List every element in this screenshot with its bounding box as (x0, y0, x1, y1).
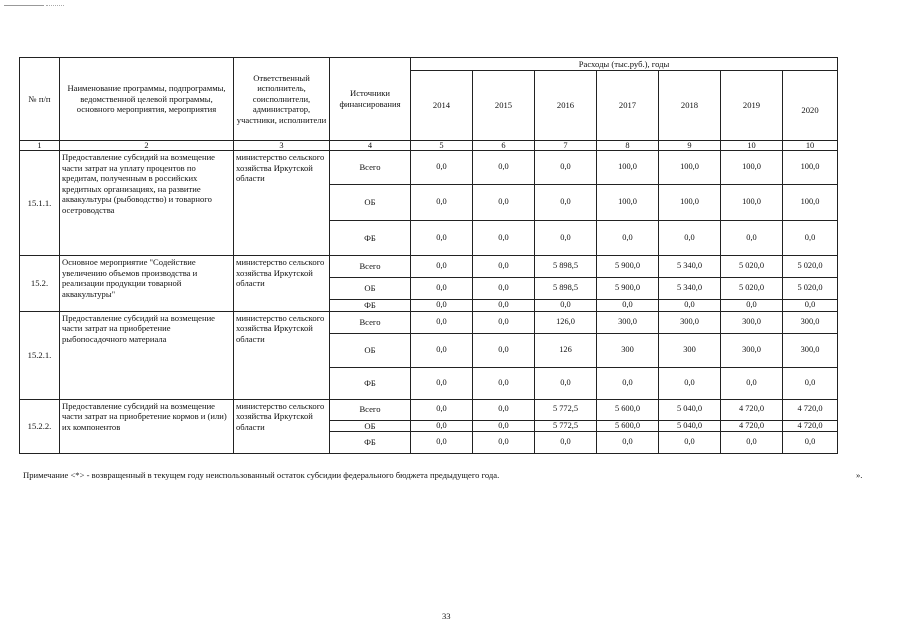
amount-cell: 100,0 (659, 185, 721, 221)
item-name: Основное мероприятие "Содействие увеличению объемов производства и реализации продукции товарной аквакультуры" (60, 256, 234, 312)
column-index-cell: 10 (783, 141, 838, 151)
amount-cell: 5 020,0 (783, 256, 838, 278)
header-year: 2015 (473, 71, 535, 141)
table-row (20, 311, 838, 333)
amount-cell: 5 020,0 (783, 278, 838, 300)
amount-cell: 5 600,0 (597, 399, 659, 420)
amount-cell: 0,0 (659, 221, 721, 256)
amount-cell: 0,0 (597, 221, 659, 256)
funding-source: ОБ (330, 185, 411, 221)
funding-source: ФБ (330, 300, 411, 312)
amount-cell: 5 772,5 (535, 399, 597, 420)
amount-cell: 0,0 (473, 278, 535, 300)
amount-cell: 5 040,0 (659, 420, 721, 432)
scan-artifact-line (4, 5, 44, 6)
amount-cell: 0,0 (411, 367, 473, 399)
amount-cell: 0,0 (473, 185, 535, 221)
column-index-cell: 3 (234, 141, 330, 151)
amount-cell: 0,0 (473, 333, 535, 367)
item-executor: министерство сельского хозяйства Иркутской области (234, 151, 330, 256)
amount-cell: 300,0 (783, 333, 838, 367)
amount-cell: 0,0 (473, 311, 535, 333)
amount-cell: 0,0 (473, 420, 535, 432)
header-year: 2017 (597, 71, 659, 141)
amount-cell: 5 898,5 (535, 278, 597, 300)
amount-cell: 0,0 (411, 399, 473, 420)
amount-cell: 100,0 (659, 151, 721, 185)
amount-cell: 5 040,0 (659, 399, 721, 420)
amount-cell: 0,0 (597, 432, 659, 454)
amount-cell: 0,0 (411, 278, 473, 300)
item-number: 15.2.1. (20, 311, 60, 399)
amount-cell: 0,0 (535, 300, 597, 312)
amount-cell: 4 720,0 (721, 399, 783, 420)
amount-cell: 0,0 (659, 300, 721, 312)
funding-source: Всего (330, 151, 411, 185)
funding-source: Всего (330, 311, 411, 333)
amount-cell: 0,0 (473, 399, 535, 420)
amount-cell: 0,0 (411, 256, 473, 278)
column-index-cell: 5 (411, 141, 473, 151)
amount-cell: 5 772,5 (535, 420, 597, 432)
amount-cell: 300,0 (721, 333, 783, 367)
amount-cell: 100,0 (597, 151, 659, 185)
item-executor: министерство сельского хозяйства Иркутской области (234, 399, 330, 454)
amount-cell: 0,0 (783, 367, 838, 399)
amount-cell: 100,0 (721, 185, 783, 221)
amount-cell: 0,0 (535, 185, 597, 221)
amount-cell: 5 020,0 (721, 278, 783, 300)
amount-cell: 0,0 (597, 367, 659, 399)
amount-cell: 0,0 (473, 367, 535, 399)
table-row (20, 399, 838, 420)
amount-cell: 0,0 (473, 151, 535, 185)
amount-cell: 5 340,0 (659, 256, 721, 278)
column-index-cell: 4 (330, 141, 411, 151)
amount-cell: 0,0 (535, 221, 597, 256)
amount-cell: 0,0 (473, 256, 535, 278)
amount-cell: 0,0 (411, 311, 473, 333)
page-number: 33 (442, 611, 451, 621)
header-year: 2018 (659, 71, 721, 141)
amount-cell: 0,0 (783, 432, 838, 454)
item-number: 15.1.1. (20, 151, 60, 256)
header-executor: Ответственный исполнитель, соисполнители, администратор, участники, исполнители (234, 58, 330, 141)
amount-cell: 5 900,0 (597, 256, 659, 278)
amount-cell: 300 (659, 333, 721, 367)
amount-cell: 300,0 (783, 311, 838, 333)
amount-cell: 5 900,0 (597, 278, 659, 300)
column-index-cell: 2 (60, 141, 234, 151)
amount-cell: 4 720,0 (783, 420, 838, 432)
funding-source: ФБ (330, 221, 411, 256)
footnote: Примечание <*> - возвращенный в текущем году неиспользованный остаток субсидии федерального бюджета предыдущего года. (23, 470, 500, 480)
header-year: 2019 (721, 71, 783, 141)
amount-cell: 0,0 (721, 221, 783, 256)
amount-cell: 0,0 (535, 432, 597, 454)
amount-cell: 0,0 (783, 221, 838, 256)
column-index-cell: 6 (473, 141, 535, 151)
amount-cell: 0,0 (659, 432, 721, 454)
column-index-cell: 9 (659, 141, 721, 151)
amount-cell: 126 (535, 333, 597, 367)
amount-cell: 0,0 (411, 221, 473, 256)
amount-cell: 0,0 (473, 432, 535, 454)
funding-source: ОБ (330, 420, 411, 432)
amount-cell: 4 720,0 (721, 420, 783, 432)
amount-cell: 300,0 (721, 311, 783, 333)
amount-cell: 0,0 (411, 420, 473, 432)
funding-source: Всего (330, 399, 411, 420)
amount-cell: 300,0 (597, 311, 659, 333)
header-expenses: Расходы (тыс.руб.), годы (411, 58, 838, 71)
budget-table (19, 57, 838, 454)
header-name: Наименование программы, подпрограммы, ведомственной целевой программы, основного мероприятия, мероприятия (60, 58, 234, 141)
amount-cell: 5 020,0 (721, 256, 783, 278)
amount-cell: 5 340,0 (659, 278, 721, 300)
item-number: 15.2.2. (20, 399, 60, 454)
amount-cell: 100,0 (783, 151, 838, 185)
item-executor: министерство сельского хозяйства Иркутской области (234, 256, 330, 312)
amount-cell: 0,0 (411, 333, 473, 367)
amount-cell: 300 (597, 333, 659, 367)
funding-source: ОБ (330, 278, 411, 300)
column-index-row (20, 141, 838, 151)
funding-source: ФБ (330, 367, 411, 399)
item-name: Предоставление субсидий на возмещение части затрат на уплату процентов по кредитам, полученным в российских кредитных организациях, на развитие аквакультуры (рыбоводство) и товарного осетроводства (60, 151, 234, 256)
column-index-cell: 1 (20, 141, 60, 151)
table-row (20, 256, 838, 278)
table-row (20, 151, 838, 185)
column-index-cell: 7 (535, 141, 597, 151)
amount-cell: 0,0 (473, 221, 535, 256)
scan-artifact-dots (46, 5, 64, 6)
amount-cell: 100,0 (721, 151, 783, 185)
funding-source: Всего (330, 256, 411, 278)
item-name: Предоставление субсидий на возмещение части затрат на приобретение рыбопосадочного материала (60, 311, 234, 399)
amount-cell: 4 720,0 (783, 399, 838, 420)
amount-cell: 5 898,5 (535, 256, 597, 278)
header-sources: Источники финансирования (330, 58, 411, 141)
amount-cell: 0,0 (659, 367, 721, 399)
funding-source: ФБ (330, 432, 411, 454)
amount-cell: 300,0 (659, 311, 721, 333)
amount-cell: 126,0 (535, 311, 597, 333)
amount-cell: 0,0 (597, 300, 659, 312)
amount-cell: 0,0 (721, 367, 783, 399)
header-year: 2014 (411, 71, 473, 141)
closing-mark: ». (856, 470, 863, 480)
amount-cell: 0,0 (473, 300, 535, 312)
item-name: Предоставление субсидий на возмещение части затрат на приобретение кормов и (или) их компонентов (60, 399, 234, 454)
funding-source: ОБ (330, 333, 411, 367)
amount-cell: 0,0 (411, 432, 473, 454)
item-number: 15.2. (20, 256, 60, 312)
amount-cell: 100,0 (597, 185, 659, 221)
amount-cell: 0,0 (411, 300, 473, 312)
header-year: 2020 (783, 71, 838, 141)
column-index-cell: 10 (721, 141, 783, 151)
header-year: 2016 (535, 71, 597, 141)
amount-cell: 100,0 (783, 185, 838, 221)
amount-cell: 0,0 (411, 185, 473, 221)
amount-cell: 5 600,0 (597, 420, 659, 432)
header-num: № п/п (20, 58, 60, 141)
amount-cell: 0,0 (535, 151, 597, 185)
amount-cell: 0,0 (411, 151, 473, 185)
amount-cell: 0,0 (721, 300, 783, 312)
amount-cell: 0,0 (783, 300, 838, 312)
column-index-cell: 8 (597, 141, 659, 151)
amount-cell: 0,0 (535, 367, 597, 399)
amount-cell: 0,0 (721, 432, 783, 454)
item-executor: министерство сельского хозяйства Иркутской области (234, 311, 330, 399)
